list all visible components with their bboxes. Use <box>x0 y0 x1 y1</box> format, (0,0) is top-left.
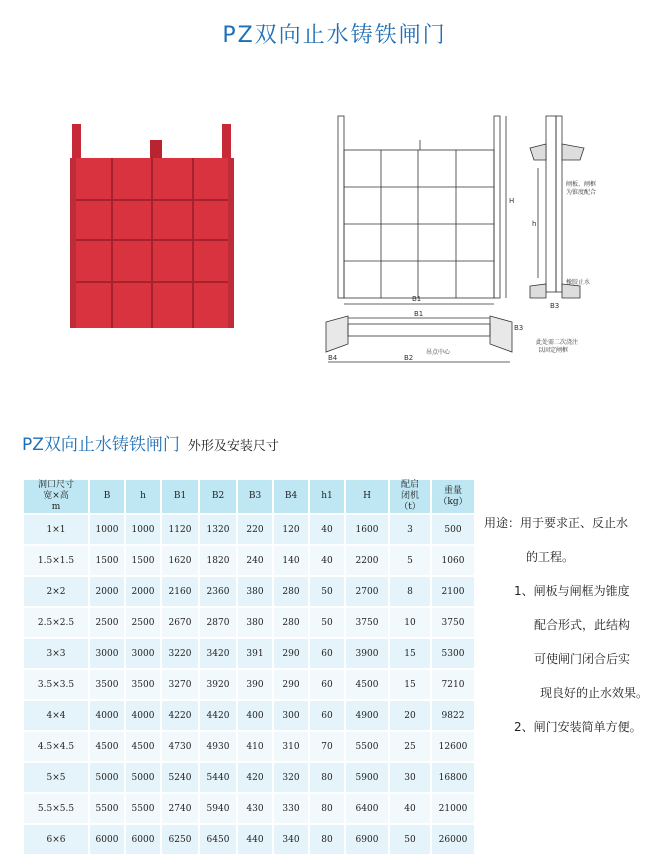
table-cell: 70 <box>309 731 345 762</box>
table-cell: 391 <box>237 638 273 669</box>
table-cell: 3500 <box>89 669 125 700</box>
table-cell: 15 <box>389 638 431 669</box>
table-cell: 5900 <box>345 762 389 793</box>
table-cell: 15 <box>389 669 431 700</box>
table-cell: 2500 <box>89 607 125 638</box>
column-header <box>23 479 89 514</box>
table-row <box>23 638 475 669</box>
table-cell: 330 <box>273 793 309 824</box>
column-header-text: h <box>140 491 146 501</box>
table-cell: 50 <box>309 607 345 638</box>
column-header-text: 宽×高 <box>43 491 69 501</box>
column-header <box>89 479 125 514</box>
table-cell: 3 <box>389 514 431 545</box>
table-cell: 80 <box>309 793 345 824</box>
table-cell: 1120 <box>161 514 199 545</box>
table-cell: 300 <box>273 700 309 731</box>
column-header <box>237 479 273 514</box>
table-cell: 9822 <box>431 700 475 731</box>
table-cell: 440 <box>237 824 273 855</box>
table-cell: 280 <box>273 576 309 607</box>
table-cell: 2360 <box>199 576 237 607</box>
table-row <box>23 576 475 607</box>
note-grouting-1: 此处需二次浇注 <box>536 339 579 346</box>
column-header-text: B2 <box>211 491 225 501</box>
table-cell: 2×2 <box>23 576 89 607</box>
usage-line: 可使闸门闭合后实 <box>534 652 631 666</box>
table-cell: 290 <box>273 669 309 700</box>
table-cell: 4930 <box>199 731 237 762</box>
table-cell: 6000 <box>125 824 161 855</box>
table-cell: 6250 <box>161 824 199 855</box>
table-cell: 310 <box>273 731 309 762</box>
note-grouting-2: 以固定闸框 <box>538 347 569 354</box>
table-cell: 280 <box>273 607 309 638</box>
table-cell: 5×5 <box>23 762 89 793</box>
table-row <box>23 607 475 638</box>
column-header <box>161 479 199 514</box>
column-header <box>273 479 309 514</box>
column-header-text: B3 <box>248 491 262 501</box>
column-header-text: （t） <box>399 502 421 512</box>
spec-table <box>22 478 476 856</box>
table-cell: 2000 <box>125 576 161 607</box>
table-cell: 1.5×1.5 <box>23 545 89 576</box>
column-header-text: H <box>363 491 371 501</box>
table-cell: 4×4 <box>23 700 89 731</box>
table-row <box>23 731 475 762</box>
table-row <box>23 824 475 855</box>
column-header-text: 闭机 <box>400 491 419 501</box>
table-cell: 4.5×4.5 <box>23 731 89 762</box>
table-cell: 5500 <box>125 793 161 824</box>
table-cell: 6450 <box>199 824 237 855</box>
table-cell: 4220 <box>161 700 199 731</box>
table-cell: 50 <box>309 576 345 607</box>
table-cell: 1000 <box>89 514 125 545</box>
column-header <box>345 479 389 514</box>
table-cell: 1×1 <box>23 514 89 545</box>
table-cell: 390 <box>237 669 273 700</box>
dim-label-B4: B4 <box>328 354 338 362</box>
table-cell: 5500 <box>89 793 125 824</box>
dim-label-B3-side: B3 <box>550 302 560 310</box>
table-cell: 80 <box>309 824 345 855</box>
table-cell: 5000 <box>89 762 125 793</box>
table-cell: 3.5×3.5 <box>23 669 89 700</box>
table-cell: 3750 <box>345 607 389 638</box>
gate-drawing <box>318 108 618 376</box>
table-cell: 40 <box>309 514 345 545</box>
table-cell: 4730 <box>161 731 199 762</box>
column-header-text: 洞口尺寸 <box>37 480 74 490</box>
table-cell: 400 <box>237 700 273 731</box>
section-heading <box>22 430 279 455</box>
table-cell: 5440 <box>199 762 237 793</box>
table-cell: 8 <box>389 576 431 607</box>
table-cell: 1500 <box>89 545 125 576</box>
table-row <box>23 545 475 576</box>
table-cell: 40 <box>309 545 345 576</box>
usage-line: 用途：用于要求正、反止水 <box>484 516 629 530</box>
table-cell: 120 <box>273 514 309 545</box>
column-header-text: B <box>103 491 111 501</box>
table-cell: 4500 <box>345 669 389 700</box>
table-cell: 20 <box>389 700 431 731</box>
table-cell: 2870 <box>199 607 237 638</box>
table-cell: 380 <box>237 576 273 607</box>
usage-line: 现良好的止水效果。 <box>540 686 649 700</box>
column-header <box>309 479 345 514</box>
table-cell: 5940 <box>199 793 237 824</box>
usage-line: 2、闸门安装简单方便。 <box>514 720 642 734</box>
table-cell: 290 <box>273 638 309 669</box>
dim-label-B1-front: B1 <box>412 295 422 303</box>
table-cell: 60 <box>309 700 345 731</box>
column-header <box>199 479 237 514</box>
table-cell: 25 <box>389 731 431 762</box>
table-cell: 3420 <box>199 638 237 669</box>
table-cell: 60 <box>309 638 345 669</box>
table-row <box>23 700 475 731</box>
table-cell: 1000 <box>125 514 161 545</box>
table-cell: 40 <box>389 793 431 824</box>
table-cell: 50 <box>389 824 431 855</box>
note-taper-1: 闸板、闸框 <box>566 181 597 188</box>
table-cell: 2500 <box>125 607 161 638</box>
table-cell: 2000 <box>89 576 125 607</box>
table-cell: 5240 <box>161 762 199 793</box>
column-header-text: （kg） <box>438 496 468 507</box>
table-cell: 2160 <box>161 576 199 607</box>
column-header-text: B4 <box>284 491 298 501</box>
table-cell: 2670 <box>161 607 199 638</box>
table-cell: 2.5×2.5 <box>23 607 89 638</box>
table-row <box>23 514 475 545</box>
table-cell: 1320 <box>199 514 237 545</box>
table-cell: 380 <box>237 607 273 638</box>
table-cell: 3000 <box>125 638 161 669</box>
column-header-text: h1 <box>321 491 333 501</box>
table-cell: 4420 <box>199 700 237 731</box>
table-cell: 5000 <box>125 762 161 793</box>
column-header <box>125 479 161 514</box>
table-cell: 140 <box>273 545 309 576</box>
table-cell: 1060 <box>431 545 475 576</box>
column-header <box>389 479 431 514</box>
table-cell: 320 <box>273 762 309 793</box>
table-cell: 4000 <box>125 700 161 731</box>
table-cell: 1600 <box>345 514 389 545</box>
table-cell: 4500 <box>125 731 161 762</box>
table-cell: 3900 <box>345 638 389 669</box>
table-cell: 5.5×5.5 <box>23 793 89 824</box>
table-cell: 410 <box>237 731 273 762</box>
table-cell: 5500 <box>345 731 389 762</box>
table-cell: 3750 <box>431 607 475 638</box>
table-cell: 5300 <box>431 638 475 669</box>
table-cell: 4900 <box>345 700 389 731</box>
note-lifting-center: 吊点中心 <box>426 349 451 356</box>
table-cell: 2700 <box>345 576 389 607</box>
table-cell: 500 <box>431 514 475 545</box>
note-taper-2: 为锥度配合 <box>566 189 597 196</box>
table-cell: 6900 <box>345 824 389 855</box>
usage-line: 配合形式，此结构 <box>534 618 631 632</box>
table-cell: 5 <box>389 545 431 576</box>
table-cell: 26000 <box>431 824 475 855</box>
table-header-row <box>23 479 475 514</box>
dim-label-B2: B2 <box>404 354 414 362</box>
column-header <box>431 479 475 514</box>
table-cell: 2100 <box>431 576 475 607</box>
table-cell: 6×6 <box>23 824 89 855</box>
table-cell: 3270 <box>161 669 199 700</box>
usage-line: 1、闸板与闸框为锥度 <box>514 584 630 598</box>
table-cell: 10 <box>389 607 431 638</box>
table-cell: 4000 <box>89 700 125 731</box>
table-cell: 1820 <box>199 545 237 576</box>
table-cell: 30 <box>389 762 431 793</box>
table-cell: 3220 <box>161 638 199 669</box>
column-header-text: m <box>51 502 61 512</box>
table-cell: 2200 <box>345 545 389 576</box>
table-cell: 3920 <box>199 669 237 700</box>
table-row <box>23 793 475 824</box>
table-cell: 60 <box>309 669 345 700</box>
table-cell: 1500 <box>125 545 161 576</box>
column-header-text: 重量 <box>443 485 462 496</box>
table-cell: 1620 <box>161 545 199 576</box>
table-cell: 3000 <box>89 638 125 669</box>
table-row <box>23 762 475 793</box>
usage-line: 的工程。 <box>526 550 575 564</box>
column-header-text: 配启 <box>400 480 419 490</box>
table-cell: 21000 <box>431 793 475 824</box>
gate-photo <box>66 118 238 330</box>
table-cell: 6000 <box>89 824 125 855</box>
table-cell: 430 <box>237 793 273 824</box>
table-cell: 16800 <box>431 762 475 793</box>
table-cell: 7210 <box>431 669 475 700</box>
column-header-text: B1 <box>173 491 187 501</box>
table-cell: 80 <box>309 762 345 793</box>
dim-label-B1-plan: B1 <box>414 310 424 318</box>
dim-label-h: h <box>532 220 537 228</box>
table-cell: 6400 <box>345 793 389 824</box>
dim-label-B3-plan: B3 <box>514 324 524 332</box>
table-cell: 12600 <box>431 731 475 762</box>
table-cell: 220 <box>237 514 273 545</box>
note-rubber-seal: 橡胶止水 <box>566 279 591 286</box>
table-cell: 3×3 <box>23 638 89 669</box>
table-cell: 3500 <box>125 669 161 700</box>
page-title: PZ双向止水铸铁闸门 <box>222 23 447 48</box>
dim-label-H: H <box>509 197 515 205</box>
table-cell: 420 <box>237 762 273 793</box>
table-cell: 4500 <box>89 731 125 762</box>
table-row <box>23 669 475 700</box>
table-cell: 2740 <box>161 793 199 824</box>
section-heading-sub: 外形及安装尺寸 <box>187 439 279 454</box>
table-cell: 240 <box>237 545 273 576</box>
table-cell: 340 <box>273 824 309 855</box>
section-heading-main: PZ双向止水铸铁闸门 <box>22 435 180 455</box>
